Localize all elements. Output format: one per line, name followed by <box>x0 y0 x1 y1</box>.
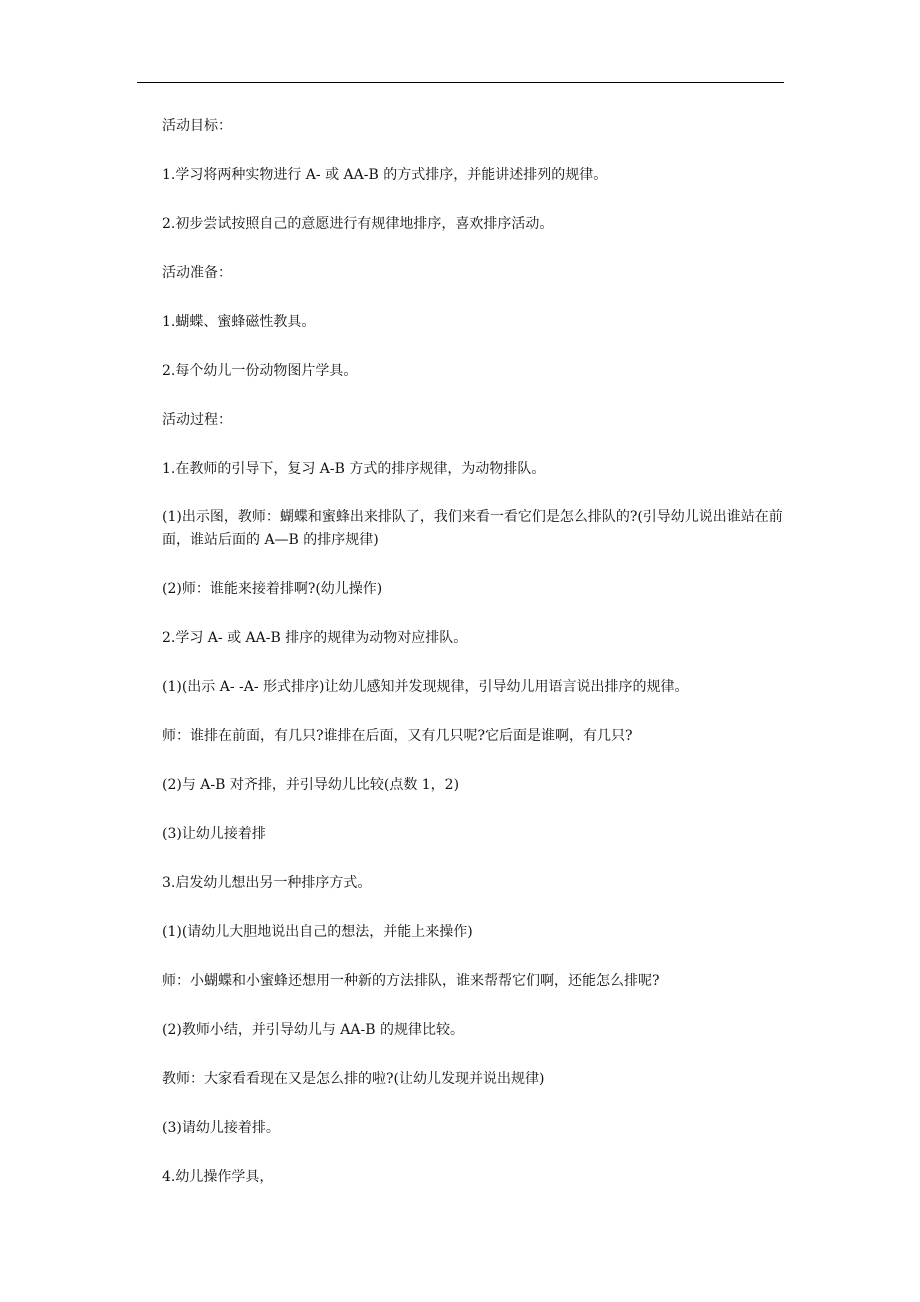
preparation-1: 1.蝴蝶、蜜蜂磁性教具。 <box>162 314 316 330</box>
heading-process: 活动过程： <box>162 412 232 428</box>
process-step-1: 1.在教师的引导下，复习 A-B 方式的排序规律，为动物排队。 <box>162 461 546 477</box>
process-step-2-3: (3)让幼儿接着排 <box>162 826 266 842</box>
process-step-2-1: (1)(出示 A- -A- 形式排序)让幼儿感知并发现规律，引导幼儿用语言说出排序的规律。 <box>162 679 689 695</box>
teacher-question-1: 师：谁排在前面，有几只?谁排在后面，又有几只呢?它后面是谁啊，有几只? <box>162 728 633 744</box>
process-step-3-1: (1)(请幼儿大胆地说出自己的想法，并能上来操作) <box>162 924 473 940</box>
heading-preparation: 活动准备： <box>162 265 232 281</box>
process-step-3: 3.启发幼儿想出另一种排序方式。 <box>162 875 372 891</box>
heading-objectives: 活动目标： <box>162 118 232 134</box>
process-step-1-2: (2)师：谁能来接着排啊?(幼儿操作) <box>162 581 383 597</box>
process-step-3-3: (3)请幼儿接着排。 <box>162 1120 280 1136</box>
process-step-2-2: (2)与 A-B 对齐排，并引导幼儿比较(点数 1，2) <box>162 777 460 793</box>
process-step-2: 2.学习 A- 或 AA-B 排序的规律为动物对应排队。 <box>162 630 468 646</box>
teacher-question-3: 教师：大家看看现在又是怎么排的啦?(让幼儿发现并说出规律) <box>162 1071 545 1087</box>
process-step-4: 4.幼儿操作学具， <box>162 1169 274 1185</box>
objective-1: 1.学习将两种实物进行 A- 或 AA-B 的方式排序，并能讲述排列的规律。 <box>162 167 608 183</box>
process-step-1-1: (1)出示图，教师：蝴蝶和蜜蜂出来排队了，我们来看一看它们是怎么排队的?(引导幼儿说出谁站在前面，谁站后面的 A—B 的排序规律) <box>162 509 783 548</box>
teacher-question-2: 师：小蝴蝶和小蜜蜂还想用一种新的方法排队，谁来帮帮它们啊，还能怎么排呢? <box>162 973 660 989</box>
process-step-3-2: (2)教师小结，并引导幼儿与 AA-B 的规律比较。 <box>162 1022 464 1038</box>
objective-2: 2.初步尝试按照自己的意愿进行有规律地排序，喜欢排序活动。 <box>162 216 554 232</box>
document-body <box>162 114 792 1189</box>
header-rule <box>137 82 784 83</box>
preparation-2: 2.每个幼儿一份动物图片学具。 <box>162 363 358 379</box>
